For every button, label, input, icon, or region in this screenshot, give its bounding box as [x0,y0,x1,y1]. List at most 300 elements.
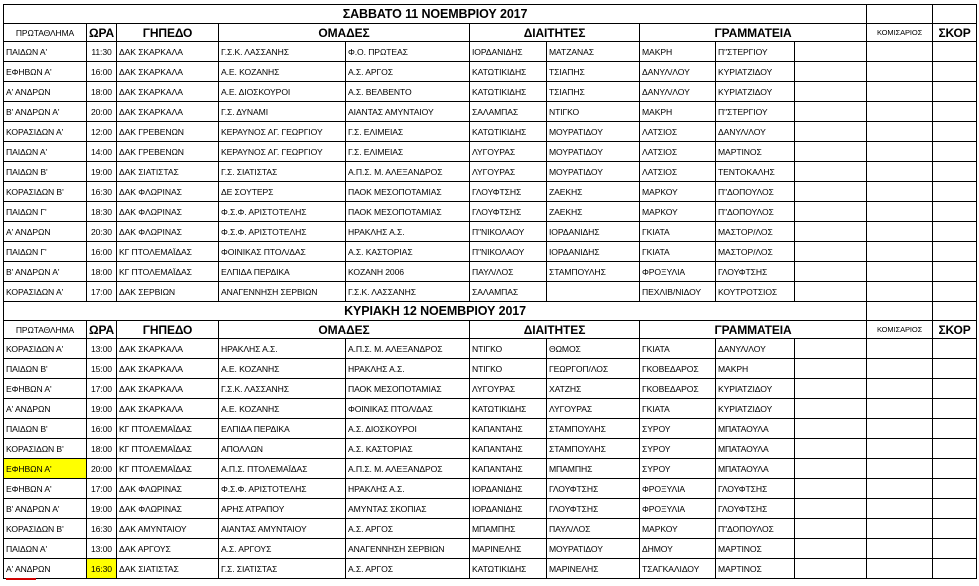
secretary-3-cell [795,142,867,162]
referee-1-cell: ΛΥΓΟΥΡΑΣ [470,142,547,162]
commissioner-cell [867,399,933,419]
score-cell [933,519,977,539]
championship-cell: ΚΟΡΑΣΙΔΩΝ Α' [4,282,87,302]
commissioner-cell [867,479,933,499]
secretary-2-cell: ΓΛΟΥΦΤΣΗΣ [716,479,795,499]
referee-2-cell: ΜΟΥΡΑΤΙΔΟΥ [547,539,640,559]
game-row [4,359,977,379]
game-row [4,459,977,479]
time-cell: 18:00 [87,262,117,282]
home-team-cell: Φ.Σ.Φ. ΑΡΙΣΤΟΤΕΛΗΣ [219,202,346,222]
away-team-cell: ΗΡΑΚΛΗΣ Α.Σ. [346,222,470,242]
game-row [4,142,977,162]
referee-1-cell: ΜΑΡΙΝΕΛΗΣ [470,539,547,559]
referee-1-cell: ΓΛΟΥΦΤΣΗΣ [470,202,547,222]
championship-cell: ΕΦΗΒΩΝ Α' [4,379,87,399]
secretary-3-cell [795,202,867,222]
secretary-2-cell: Π"ΔΟΠΟΥΛΟΣ [716,202,795,222]
score-cell [933,162,977,182]
game-row [4,399,977,419]
secretary-1-cell: ΜΑΡΚΟΥ [640,519,716,539]
commissioner-cell [867,439,933,459]
referee-2-cell: ΠΑΥΛ/ΛΟΣ [547,519,640,539]
championship-cell: ΕΦΗΒΩΝ Α' [4,459,87,479]
secretary-2-cell: ΜΑΣΤΟΡ/ΛΟΣ [716,242,795,262]
championship-cell: ΚΟΡΑΣΙΔΩΝ Α' [4,339,87,359]
secretary-3-cell [795,242,867,262]
referee-2-cell: ΘΩΜΟΣ [547,339,640,359]
header-referees: ΔΙΑΙΤΗΤΕΣ [470,24,640,42]
referee-2-cell: ΣΤΑΜΠΟΥΛΗΣ [547,262,640,282]
commissioner-cell [867,359,933,379]
commissioner-cell [867,339,933,359]
game-row [4,102,977,122]
home-team-cell: ΕΛΠΙΔΑ ΠΕΡΔΙΚΑ [219,419,346,439]
referee-1-cell: ΚΑΠΑΝΤΑΗΣ [470,459,547,479]
away-team-cell: Α.Π.Σ. Μ. ΑΛΕΞΑΝΔΡΟΣ [346,339,470,359]
score-cell [933,539,977,559]
championship-cell: ΚΟΡΑΣΙΔΩΝ Β' [4,439,87,459]
referee-1-cell: ΚΑΤΩΤΙΚΙΔΗΣ [470,82,547,102]
championship-cell: ΠΑΙΔΩΝ Α' [4,539,87,559]
home-team-cell: ΔΕ ΣΟΥΤΕΡΣ [219,182,346,202]
header-score: ΣΚΟΡ [933,24,977,42]
referee-1-cell: ΣΑΛΑΜΠΑΣ [470,282,547,302]
referee-1-cell: ΚΑΠΑΝΤΑΗΣ [470,439,547,459]
secretary-3-cell [795,222,867,242]
secretary-1-cell: ΔΑΝΥΛ/ΛΟΥ [640,82,716,102]
referee-2-cell: ΜΟΥΡΑΤΙΔΟΥ [547,142,640,162]
away-team-cell: Α.Σ. ΚΑΣΤΟΡΙΑΣ [346,439,470,459]
secretary-2-cell: Π"ΣΤΕΡΓΙΟΥ [716,102,795,122]
away-team-cell: Α.Σ. ΔΙΟΣΚΟΥΡΟΙ [346,419,470,439]
game-row [4,162,977,182]
score-cell [933,202,977,222]
referee-1-cell: ΚΑΤΩΤΙΚΙΔΗΣ [470,122,547,142]
secretary-3-cell [795,539,867,559]
away-team-cell: Α.Π.Σ. Μ. ΑΛΕΞΑΝΔΡΟΣ [346,162,470,182]
blank-cell [867,302,933,321]
header-secretariat: ΓΡΑΜΜΑΤΕΙΑ [640,24,867,42]
secretary-1-cell: ΜΑΚΡΗ [640,42,716,62]
header-championship: ΠΡΩΤΑΘΛΗΜΑ [4,24,87,42]
header-secretariat: ΓΡΑΜΜΑΤΕΙΑ [640,321,867,339]
championship-cell: Α' ΑΝΔΡΩΝ [4,559,87,579]
away-team-cell: Α.Σ. ΑΡΓΟΣ [346,519,470,539]
secretary-3-cell [795,479,867,499]
away-team-cell: Α.Σ. ΒΕΛΒΕΝΤΟ [346,82,470,102]
secretary-1-cell: ΣΥΡΟΥ [640,419,716,439]
secretary-1-cell: ΛΑΤΣΙΟΣ [640,162,716,182]
score-cell [933,42,977,62]
referee-2-cell: ΖΑΕΚΗΣ [547,182,640,202]
venue-cell: ΔΑΚ ΣΕΡΒΙΩΝ [117,282,219,302]
venue-cell: ΔΑΚ ΣΚΑΡΚΑΛΑ [117,42,219,62]
secretary-3-cell [795,519,867,539]
referee-1-cell: ΙΟΡΔΑΝΙΔΗΣ [470,479,547,499]
secretary-1-cell: ΠΕΧΛΙΒ/ΝΙΔΟΥ [640,282,716,302]
time-cell: 18:00 [87,82,117,102]
home-team-cell: ΑΝΑΓΕΝΝΗΣΗ ΣΕΡΒΙΩΝ [219,282,346,302]
referee-1-cell: ΚΑΤΩΤΙΚΙΔΗΣ [470,62,547,82]
score-cell [933,499,977,519]
away-team-cell: ΑΜΥΝΤΑΣ ΣΚΟΠΙΑΣ [346,499,470,519]
secretary-3-cell [795,339,867,359]
venue-cell: ΚΓ ΠΤΟΛΕΜΑΪΔΑΣ [117,242,219,262]
referee-2-cell: ΛΥΓΟΥΡΑΣ [547,399,640,419]
secretary-3-cell [795,82,867,102]
away-team-cell: Α.Σ. ΑΡΓΟΣ [346,62,470,82]
home-team-cell: Α.Ε. ΚΟΖΑΝΗΣ [219,62,346,82]
secretary-1-cell: ΜΑΡΚΟΥ [640,202,716,222]
blank-cell [867,5,933,24]
referee-2-cell: ΣΤΑΜΠΟΥΛΗΣ [547,419,640,439]
referee-2-cell: ΖΑΕΚΗΣ [547,202,640,222]
secretary-2-cell: ΜΠΑΤΑΟΥΛΑ [716,419,795,439]
secretary-2-cell: ΜΑΚΡΗ [716,359,795,379]
referee-1-cell: ΣΑΛΑΜΠΑΣ [470,102,547,122]
header-row [4,321,977,339]
secretary-1-cell: ΓΚΙΑΤΑ [640,339,716,359]
header-time: ΩΡΑ [87,24,117,42]
commissioner-cell [867,282,933,302]
header-referees: ΔΙΑΙΤΗΤΕΣ [470,321,640,339]
away-team-cell: ΑΙΑΝΤΑΣ ΑΜΥΝΤΑΙΟΥ [346,102,470,122]
secretary-1-cell: ΓΚΟΒΕΔΑΡΟΣ [640,379,716,399]
commissioner-cell [867,202,933,222]
time-cell: 16:00 [87,62,117,82]
score-cell [933,62,977,82]
game-row [4,222,977,242]
score-cell [933,222,977,242]
score-cell [933,339,977,359]
score-cell [933,559,977,579]
referee-2-cell: ΜΟΥΡΑΤΙΔΟΥ [547,162,640,182]
secretary-2-cell: ΔΑΝΥΛ/ΛΟΥ [716,339,795,359]
venue-cell: ΚΓ ΠΤΟΛΕΜΑΪΔΑΣ [117,439,219,459]
referee-1-cell: Π"ΝΙΚΟΛΑΟΥ [470,242,547,262]
away-team-cell: Γ.Σ. ΕΛΙΜΕΙΑΣ [346,122,470,142]
day-title-row [4,5,977,24]
score-cell [933,142,977,162]
home-team-cell: ΕΛΠΙΔΑ ΠΕΡΔΙΚΑ [219,262,346,282]
home-team-cell: ΑΙΑΝΤΑΣ ΑΜΥΝΤΑΙΟΥ [219,519,346,539]
time-cell: 17:00 [87,282,117,302]
time-cell: 15:00 [87,359,117,379]
venue-cell: ΚΓ ΠΤΟΛΕΜΑΪΔΑΣ [117,262,219,282]
commissioner-cell [867,142,933,162]
score-cell [933,82,977,102]
championship-cell: ΠΑΙΔΩΝ Β' [4,419,87,439]
away-team-cell: Α.Σ. ΑΡΓΟΣ [346,559,470,579]
day-title: ΚΥΡΙΑΚΗ 12 ΝΟΕΜΒΡΙΟΥ 2017 [4,302,867,321]
home-team-cell: Α.Ε. ΚΟΖΑΝΗΣ [219,359,346,379]
secretary-1-cell: ΜΑΡΚΟΥ [640,182,716,202]
referee-1-cell: ΠΑΥΛ/ΛΟΣ [470,262,547,282]
time-cell: 13:00 [87,339,117,359]
home-team-cell: Α.Π.Σ. ΠΤΟΛΕΜΑΪΔΑΣ [219,459,346,479]
time-cell: 16:00 [87,242,117,262]
game-row [4,379,977,399]
away-team-cell: ΑΝΑΓΕΝΝΗΣΗ ΣΕΡΒΙΩΝ [346,539,470,559]
championship-cell: Β' ΑΝΔΡΩΝ Α' [4,262,87,282]
commissioner-cell [867,242,933,262]
home-team-cell: Α.Ε. ΚΟΖΑΝΗΣ [219,399,346,419]
home-team-cell: ΚΕΡΑΥΝΟΣ ΑΓ. ΓΕΩΡΓΙΟΥ [219,122,346,142]
secretary-3-cell [795,282,867,302]
schedule-sheet [3,4,976,579]
score-cell [933,439,977,459]
secretary-1-cell: ΓΚΙΑΤΑ [640,399,716,419]
championship-cell: ΕΦΗΒΩΝ Α' [4,479,87,499]
referee-1-cell: ΚΑΤΩΤΙΚΙΔΗΣ [470,559,547,579]
score-cell [933,379,977,399]
commissioner-cell [867,102,933,122]
venue-cell: ΔΑΚ ΓΡΕΒΕΝΩΝ [117,142,219,162]
secretary-1-cell: ΦΡΟΞΥΛΙΑ [640,262,716,282]
championship-cell: ΚΟΡΑΣΙΔΩΝ Β' [4,519,87,539]
score-cell [933,182,977,202]
commissioner-cell [867,379,933,399]
score-cell [933,399,977,419]
time-cell: 20:00 [87,459,117,479]
cutoff-marker [6,578,36,586]
day-title-row [4,302,977,321]
game-row [4,519,977,539]
secretary-1-cell: ΔΗΜΟΥ [640,539,716,559]
venue-cell: ΔΑΚ ΣΙΑΤΙΣΤΑΣ [117,559,219,579]
score-cell [933,282,977,302]
time-cell: 19:00 [87,399,117,419]
referee-1-cell: ΝΤΙΓΚΟ [470,359,547,379]
secretary-2-cell: Π"ΔΟΠΟΥΛΟΣ [716,519,795,539]
home-team-cell: Α.Ε. ΔΙΟΣΚΟΥΡΟΙ [219,82,346,102]
secretary-3-cell [795,379,867,399]
referee-1-cell: Π"ΝΙΚΟΛΑΟΥ [470,222,547,242]
commissioner-cell [867,459,933,479]
score-cell [933,459,977,479]
referee-2-cell: ΓΛΟΥΦΤΣΗΣ [547,479,640,499]
away-team-cell: ΗΡΑΚΛΗΣ Α.Σ. [346,479,470,499]
away-team-cell: Γ.Σ.Κ. ΛΑΣΣΑΝΗΣ [346,282,470,302]
referee-2-cell: ΤΣΙΑΠΗΣ [547,82,640,102]
secretary-2-cell: ΜΠΑΤΑΟΥΛΑ [716,459,795,479]
home-team-cell: ΗΡΑΚΛΗΣ Α.Σ. [219,339,346,359]
home-team-cell: ΑΠΟΛΛΩΝ [219,439,346,459]
away-team-cell: ΠΑΟΚ ΜΕΣΟΠΟΤΑΜΙΑΣ [346,379,470,399]
secretary-3-cell [795,359,867,379]
secretary-2-cell: ΤΕΝΤΟΚΑΛΗΣ [716,162,795,182]
game-row [4,182,977,202]
championship-cell: Α' ΑΝΔΡΩΝ [4,222,87,242]
score-cell [933,242,977,262]
referee-2-cell: ΤΣΙΑΠΗΣ [547,62,640,82]
secretary-3-cell [795,559,867,579]
game-row [4,62,977,82]
home-team-cell: Γ.Σ.Κ. ΛΑΣΣΑΝΗΣ [219,42,346,62]
venue-cell: ΔΑΚ ΦΛΩΡΙΝΑΣ [117,202,219,222]
venue-cell: ΔΑΚ ΑΡΓΟΥΣ [117,539,219,559]
secretary-2-cell: ΓΛΟΥΦΤΣΗΣ [716,262,795,282]
secretary-3-cell [795,102,867,122]
time-cell: 19:00 [87,499,117,519]
home-team-cell: Γ.Σ.Κ. ΛΑΣΣΑΝΗΣ [219,379,346,399]
commissioner-cell [867,262,933,282]
referee-2-cell: ΜΑΤΖΑΝΑΣ [547,42,640,62]
championship-cell: ΠΑΙΔΩΝ Α' [4,42,87,62]
referee-1-cell: ΚΑΤΩΤΙΚΙΔΗΣ [470,399,547,419]
championship-cell: ΠΑΙΔΩΝ Γ' [4,242,87,262]
referee-1-cell: ΓΛΟΥΦΤΣΗΣ [470,182,547,202]
secretary-2-cell: ΜΠΑΤΑΟΥΛΑ [716,439,795,459]
referee-2-cell: ΝΤΙΓΚΟ [547,102,640,122]
secretary-2-cell: ΚΥΡΙΑΤΖΙΔΟΥ [716,82,795,102]
referee-1-cell: ΙΟΡΔΑΝΙΔΗΣ [470,499,547,519]
venue-cell: ΔΑΚ ΦΛΩΡΙΝΑΣ [117,479,219,499]
game-row [4,439,977,459]
header-teams: ΟΜΑΔΕΣ [219,321,470,339]
secretary-2-cell: ΔΑΝΥΛ/ΛΟΥ [716,122,795,142]
time-cell: 18:30 [87,202,117,222]
secretary-2-cell: ΜΑΡΤΙΝΟΣ [716,142,795,162]
commissioner-cell [867,162,933,182]
time-cell: 18:00 [87,439,117,459]
time-cell: 17:00 [87,379,117,399]
championship-cell: Β' ΑΝΔΡΩΝ Α' [4,499,87,519]
blank-cell [933,5,977,24]
referee-2-cell: ΓΕΩΡΓΟΠ/ΛΟΣ [547,359,640,379]
home-team-cell: ΑΡΗΣ ΑΤΡΑΠΟΥ [219,499,346,519]
secretary-1-cell: ΔΑΝΥΛ/ΛΟΥ [640,62,716,82]
venue-cell: ΔΑΚ ΣΚΑΡΚΑΛΑ [117,359,219,379]
commissioner-cell [867,499,933,519]
schedule-body [4,5,977,579]
away-team-cell: Γ.Σ. ΕΛΙΜΕΙΑΣ [346,142,470,162]
championship-cell: ΠΑΙΔΩΝ Β' [4,359,87,379]
time-cell: 11:30 [87,42,117,62]
venue-cell: ΔΑΚ ΣΚΑΡΚΑΛΑ [117,399,219,419]
commissioner-cell [867,82,933,102]
venue-cell: ΚΓ ΠΤΟΛΕΜΑΪΔΑΣ [117,459,219,479]
championship-cell: ΠΑΙΔΩΝ Α' [4,142,87,162]
game-row [4,282,977,302]
blank-cell [933,302,977,321]
away-team-cell: Φ.Ο. ΠΡΩΤΕΑΣ [346,42,470,62]
score-cell [933,262,977,282]
time-cell: 16:30 [87,182,117,202]
score-cell [933,479,977,499]
commissioner-cell [867,122,933,142]
secretary-2-cell: ΜΑΣΤΟΡ/ΛΟΣ [716,222,795,242]
away-team-cell: ΦΟΙΝΙΚΑΣ ΠΤΟΛ/ΔΑΣ [346,399,470,419]
commissioner-cell [867,222,933,242]
away-team-cell: ΠΑΟΚ ΜΕΣΟΠΟΤΑΜΙΑΣ [346,182,470,202]
venue-cell: ΚΓ ΠΤΟΛΕΜΑΪΔΑΣ [117,419,219,439]
referee-1-cell: ΚΑΠΑΝΤΑΗΣ [470,419,547,439]
commissioner-cell [867,419,933,439]
commissioner-cell [867,182,933,202]
secretary-1-cell: ΤΣΑΓΚΑΛΙΔΟΥ [640,559,716,579]
secretary-2-cell: ΚΥΡΙΑΤΖΙΔΟΥ [716,379,795,399]
secretary-1-cell: ΛΑΤΣΙΟΣ [640,142,716,162]
secretary-3-cell [795,439,867,459]
championship-cell: Α' ΑΝΔΡΩΝ [4,82,87,102]
header-row [4,24,977,42]
venue-cell: ΔΑΚ ΦΛΩΡΙΝΑΣ [117,499,219,519]
secretary-3-cell [795,182,867,202]
away-team-cell: Α.Σ. ΚΑΣΤΟΡΙΑΣ [346,242,470,262]
referee-2-cell: ΧΑΤΖΗΣ [547,379,640,399]
referee-1-cell: ΙΟΡΔΑΝΙΔΗΣ [470,42,547,62]
secretary-1-cell: ΛΑΤΣΙΟΣ [640,122,716,142]
referee-2-cell: ΜΑΡΙΝΕΛΗΣ [547,559,640,579]
time-cell: 13:00 [87,539,117,559]
score-cell [933,419,977,439]
secretary-1-cell: ΦΡΟΞΥΛΙΑ [640,499,716,519]
secretary-2-cell: ΜΑΡΤΙΝΟΣ [716,539,795,559]
venue-cell: ΔΑΚ ΦΛΩΡΙΝΑΣ [117,182,219,202]
header-venue: ΓΗΠΕΔΟ [117,24,219,42]
home-team-cell: Γ.Σ. ΔΥΝΑΜΙ [219,102,346,122]
game-row [4,559,977,579]
secretary-3-cell [795,122,867,142]
day-title: ΣΑΒΒΑΤΟ 11 ΝΟΕΜΒΡΙΟΥ 2017 [4,5,867,24]
away-team-cell: ΚΟΖΑΝΗ 2006 [346,262,470,282]
away-team-cell: ΠΑΟΚ ΜΕΣΟΠΟΤΑΜΙΑΣ [346,202,470,222]
referee-1-cell: ΛΥΓΟΥΡΑΣ [470,162,547,182]
game-row [4,479,977,499]
secretary-2-cell: Π"ΣΤΕΡΓΙΟΥ [716,42,795,62]
secretary-2-cell: ΚΥΡΙΑΤΖΙΔΟΥ [716,399,795,419]
game-row [4,82,977,102]
time-cell: 20:30 [87,222,117,242]
header-score: ΣΚΟΡ [933,321,977,339]
secretary-3-cell [795,262,867,282]
time-cell: 17:00 [87,479,117,499]
header-championship: ΠΡΩΤΑΘΛΗΜΑ [4,321,87,339]
game-row [4,242,977,262]
time-cell: 16:00 [87,419,117,439]
commissioner-cell [867,519,933,539]
secretary-3-cell [795,419,867,439]
game-row [4,419,977,439]
secretary-2-cell: ΓΛΟΥΦΤΣΗΣ [716,499,795,519]
home-team-cell: ΚΕΡΑΥΝΟΣ ΑΓ. ΓΕΩΡΓΙΟΥ [219,142,346,162]
referee-1-cell: ΛΥΓΟΥΡΑΣ [470,379,547,399]
venue-cell: ΔΑΚ ΣΚΑΡΚΑΛΑ [117,379,219,399]
championship-cell: Β' ΑΝΔΡΩΝ Α' [4,102,87,122]
time-cell: 20:00 [87,102,117,122]
time-cell: 19:00 [87,162,117,182]
secretary-1-cell: ΓΚΙΑΤΑ [640,242,716,262]
home-team-cell: ΦΟΙΝΙΚΑΣ ΠΤΟΛ/ΔΑΣ [219,242,346,262]
referee-2-cell [547,282,640,302]
away-team-cell: ΗΡΑΚΛΗΣ Α.Σ. [346,359,470,379]
venue-cell: ΔΑΚ ΣΚΑΡΚΑΛΑ [117,82,219,102]
secretary-2-cell: ΜΑΡΤΙΝΟΣ [716,559,795,579]
secretary-1-cell: ΜΑΚΡΗ [640,102,716,122]
secretary-3-cell [795,162,867,182]
secretary-3-cell [795,62,867,82]
venue-cell: ΔΑΚ ΣΙΑΤΙΣΤΑΣ [117,162,219,182]
header-teams: ΟΜΑΔΕΣ [219,24,470,42]
secretary-1-cell: ΓΚΟΒΕΔΑΡΟΣ [640,359,716,379]
venue-cell: ΔΑΚ ΦΛΩΡΙΝΑΣ [117,222,219,242]
time-cell: 16:30 [87,519,117,539]
time-cell: 12:00 [87,122,117,142]
secretary-2-cell: ΚΥΡΙΑΤΖΙΔΟΥ [716,62,795,82]
game-row [4,262,977,282]
